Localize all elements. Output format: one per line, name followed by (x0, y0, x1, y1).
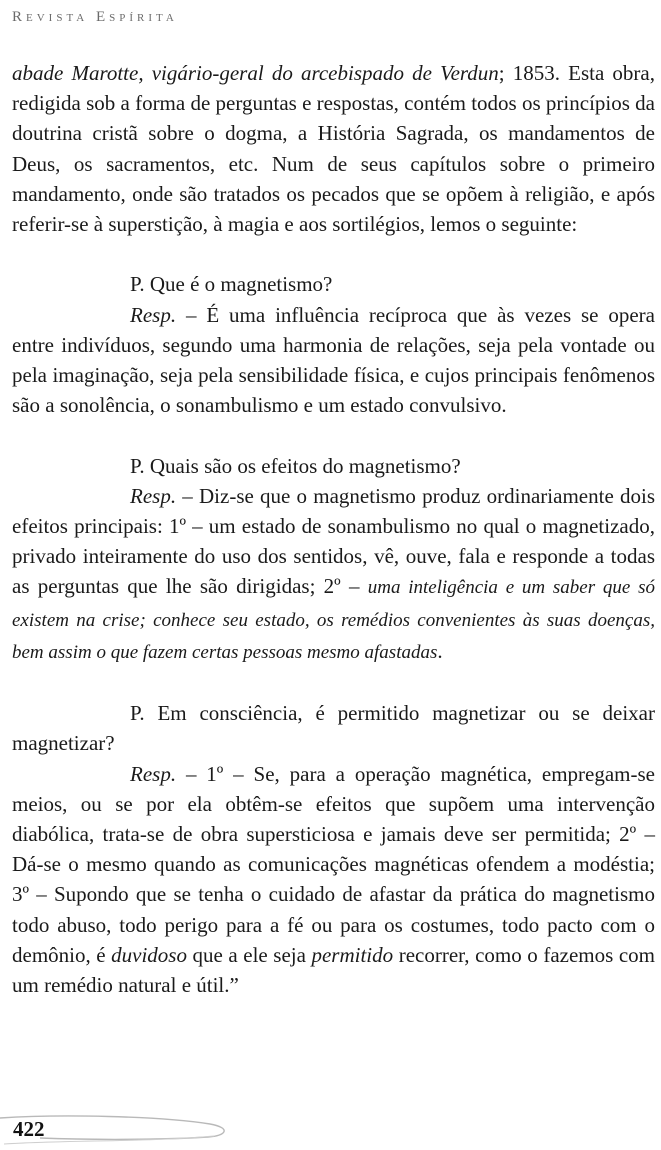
running-head: Revista Espírita (12, 9, 178, 25)
intro-text: ; 1853. Esta obra, redigida sob a forma de perguntas e respostas, contém todos os princípios da doutrina cristã sobre o dogma, a História Sagrada, os mandamentos de Deus, os sacramentos, etc. Num de seus capítulos sobre o primeiro mandamento, onde são tratados os pecados que se opõem à religião, e após referir-se à superstição, à magia e aos sortilégios, lemos o seguinte: (12, 61, 655, 237)
answer-1-text: – É uma influência recíproca que às vezes se opera entre indivíduos, segundo uma harmonia de relações, seja pela vontade ou pela imaginação, seja pela sensibilidade física, e cujos principais fenômenos são a sonolência, o sonambulismo e um estado convulsivo. (12, 302, 655, 418)
page-number: 422 (13, 1117, 45, 1141)
intro-paragraph (12, 58, 655, 239)
question-2: P. Quais são os efeitos do magnetismo? (130, 453, 461, 478)
resp-label: Resp. (130, 761, 177, 786)
answer-2-text: – Diz-se que o magnetismo produz ordinariamente dois efeitos principais: 1º – um estado de sonambulismo no qual o magnetizado, privado inteiramente do uso dos sentidos, vê, ouve, fala e responde a todas as perguntas que lhe são dirigidas; 2º – (12, 483, 655, 599)
answer-3-text-c: recorrer, como o fazemos com um remédio natural e útil.” (12, 942, 655, 998)
page-body (12, 58, 655, 1000)
resp-label: Resp. (130, 302, 177, 327)
answer-1 (12, 300, 655, 421)
resp-label: Resp. (130, 483, 177, 508)
answer-3 (12, 759, 655, 1001)
intro-italic-citation: abade Marotte, vigário-geral do arcebispado de Verdun (12, 61, 499, 85)
answer-2-italic: uma inteligência e um saber que só existem na crise; conhece seu estado, os remédios convenientes às suas doenças, bem assim o que fazem certas pessoas mesmo afastadas (12, 577, 656, 663)
answer-3-italic-b: permitido (311, 942, 394, 967)
answer-3-text-a: – 1º – Se, para a operação magnética, empregam-se meios, ou se por ela obtêm-se efeitos que supõem uma intervenção diabólica, trata-se de obra supersticiosa e jamais deve ser permitida; 2º – Dá-se o mesmo quando as comunicações magnéticas ofendem a modéstia; 3º – Supondo que se tenha o cuidado de afastar da prática do magnetismo todo abuso, todo perigo para a fé ou para os costumes, todo pacto com o demônio, é (12, 761, 655, 967)
question-1: P. Que é o magnetismo? (130, 272, 333, 297)
answer-2-end: . (437, 638, 443, 663)
answer-3-text-b: que a ele seja (186, 942, 312, 967)
question-3: P. Em consciência, é permitido magnetizar ou se deixar magnetizar? (12, 701, 655, 756)
answer-3-italic-a: duvidoso (111, 942, 187, 967)
answer-2 (12, 481, 655, 668)
